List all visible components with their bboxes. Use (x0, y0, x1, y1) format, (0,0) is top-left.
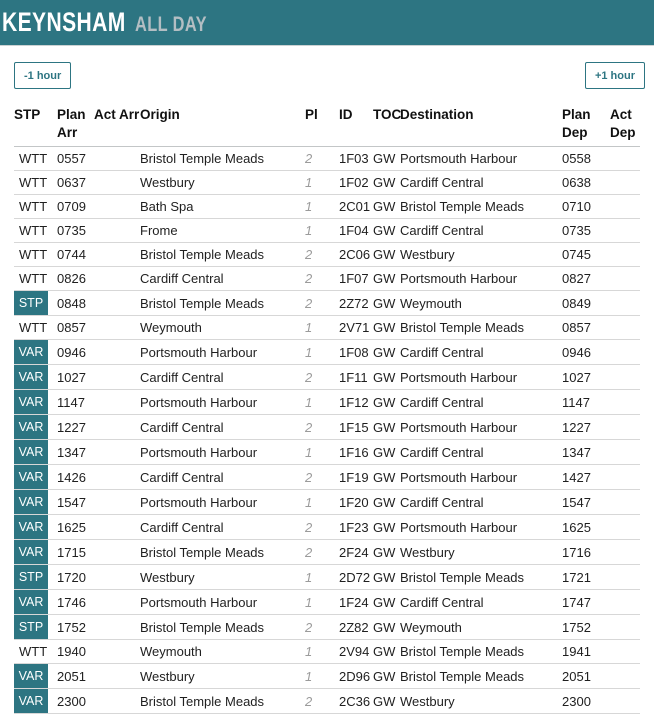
origin-cell: Cardiff Central (140, 365, 305, 390)
stp-cell (14, 440, 57, 465)
origin-cell: Bath Spa (140, 195, 305, 219)
column-header-id: ID (339, 104, 373, 147)
origin-cell: Portsmouth Harbour (140, 590, 305, 615)
column-header-act_dep: Act Dep (610, 104, 640, 147)
stp-cell (14, 171, 57, 195)
departure-board-table (14, 104, 640, 714)
toc-cell: GW (373, 590, 400, 615)
plan-dep-cell: 1227 (562, 415, 610, 440)
plan-dep-cell: 0849 (562, 291, 610, 316)
origin-cell: Bristol Temple Meads (140, 615, 305, 640)
stp-cell (14, 590, 57, 615)
act-arr-cell (94, 171, 140, 195)
act-dep-cell (610, 243, 640, 267)
destination-cell: Cardiff Central (400, 440, 562, 465)
stp-cell (14, 390, 57, 415)
headcode-cell: 1F02 (339, 171, 373, 195)
origin-cell: Portsmouth Harbour (140, 440, 305, 465)
destination-cell: Cardiff Central (400, 219, 562, 243)
origin-cell: Westbury (140, 171, 305, 195)
column-header-act_arr: Act Arr (94, 104, 140, 147)
table-row[interactable] (14, 465, 640, 490)
plan-arr-cell: 2051 (57, 664, 94, 689)
origin-cell: Bristol Temple Meads (140, 689, 305, 714)
headcode-cell: 2V71 (339, 316, 373, 340)
stp-cell (14, 243, 57, 267)
act-arr-cell (94, 267, 140, 291)
destination-cell: Westbury (400, 243, 562, 267)
destination-cell: Portsmouth Harbour (400, 147, 562, 171)
destination-cell: Cardiff Central (400, 490, 562, 515)
platform-cell: 2 (305, 540, 339, 565)
act-arr-cell (94, 195, 140, 219)
column-header-origin: Origin (140, 104, 305, 147)
toc-cell: GW (373, 615, 400, 640)
stp-indicator: VAR (14, 490, 48, 514)
stp-cell (14, 316, 57, 340)
platform-cell: 2 (305, 465, 339, 490)
platform-cell: 1 (305, 171, 339, 195)
headcode-cell: 1F19 (339, 465, 373, 490)
act-arr-cell (94, 340, 140, 365)
origin-cell: Cardiff Central (140, 465, 305, 490)
origin-cell: Cardiff Central (140, 415, 305, 440)
toc-cell: GW (373, 664, 400, 689)
plan-dep-cell: 1427 (562, 465, 610, 490)
plan-dep-cell: 1716 (562, 540, 610, 565)
stp-indicator: VAR (14, 390, 48, 414)
headcode-cell: 1F16 (339, 440, 373, 465)
toc-cell: GW (373, 219, 400, 243)
act-dep-cell (610, 590, 640, 615)
origin-cell: Westbury (140, 565, 305, 590)
headcode-cell: 1F23 (339, 515, 373, 540)
act-arr-cell (94, 243, 140, 267)
toc-cell: GW (373, 415, 400, 440)
origin-cell: Cardiff Central (140, 515, 305, 540)
act-dep-cell (610, 490, 640, 515)
destination-cell: Portsmouth Harbour (400, 515, 562, 540)
plan-dep-cell: 1547 (562, 490, 610, 515)
stp-cell (14, 147, 57, 171)
platform-cell: 1 (305, 316, 339, 340)
act-arr-cell (94, 291, 140, 316)
table-row[interactable] (14, 340, 640, 365)
plan-arr-cell: 1940 (57, 640, 94, 664)
act-arr-cell (94, 415, 140, 440)
prev-hour-button[interactable]: -1 hour (14, 62, 71, 89)
plan-dep-cell: 0857 (562, 316, 610, 340)
act-dep-cell (610, 340, 640, 365)
table-row[interactable] (14, 640, 640, 664)
destination-cell: Westbury (400, 689, 562, 714)
table-row[interactable] (14, 219, 640, 243)
table-row[interactable] (14, 390, 640, 415)
table-header-row (14, 104, 640, 147)
headcode-cell: 2C36 (339, 689, 373, 714)
act-dep-cell (610, 365, 640, 390)
toc-cell: GW (373, 316, 400, 340)
departure-table-body (14, 147, 640, 714)
destination-cell: Cardiff Central (400, 390, 562, 415)
plan-arr-cell: 0857 (57, 316, 94, 340)
platform-cell: 2 (305, 515, 339, 540)
headcode-cell: 2D72 (339, 565, 373, 590)
stp-cell (14, 267, 57, 291)
act-arr-cell (94, 465, 140, 490)
stp-indicator: STP (14, 565, 48, 589)
act-dep-cell (610, 615, 640, 640)
destination-cell: Portsmouth Harbour (400, 415, 562, 440)
platform-cell: 1 (305, 664, 339, 689)
stp-cell (14, 515, 57, 540)
headcode-cell: 1F07 (339, 267, 373, 291)
platform-cell: 2 (305, 415, 339, 440)
toc-cell: GW (373, 515, 400, 540)
platform-cell: 2 (305, 689, 339, 714)
stp-cell (14, 540, 57, 565)
toc-cell: GW (373, 195, 400, 219)
stp-indicator: VAR (14, 664, 48, 688)
stp-cell (14, 365, 57, 390)
column-header-toc: TOC (373, 104, 400, 147)
toc-cell: GW (373, 147, 400, 171)
stp-cell (14, 565, 57, 590)
stp-indicator: VAR (14, 365, 48, 389)
destination-cell: Weymouth (400, 291, 562, 316)
toc-cell: GW (373, 365, 400, 390)
table-row[interactable] (14, 689, 640, 714)
plan-arr-cell: 1547 (57, 490, 94, 515)
act-dep-cell (610, 465, 640, 490)
act-dep-cell (610, 565, 640, 590)
toc-cell: GW (373, 490, 400, 515)
plan-arr-cell: 0637 (57, 171, 94, 195)
table-row[interactable] (14, 565, 640, 590)
act-dep-cell (610, 291, 640, 316)
platform-cell: 1 (305, 440, 339, 465)
origin-cell: Cardiff Central (140, 267, 305, 291)
table-row[interactable] (14, 316, 640, 340)
stp-cell (14, 291, 57, 316)
table-row[interactable] (14, 440, 640, 465)
plan-dep-cell: 0638 (562, 171, 610, 195)
toc-cell: GW (373, 565, 400, 590)
plan-arr-cell: 1625 (57, 515, 94, 540)
act-dep-cell (610, 540, 640, 565)
destination-cell: Cardiff Central (400, 171, 562, 195)
origin-cell: Portsmouth Harbour (140, 490, 305, 515)
act-arr-cell (94, 440, 140, 465)
stp-indicator: VAR (14, 689, 48, 713)
stp-cell (14, 415, 57, 440)
stp-indicator: WTT (19, 199, 48, 214)
act-dep-cell (610, 664, 640, 689)
stp-cell (14, 664, 57, 689)
act-arr-cell (94, 390, 140, 415)
table-row[interactable] (14, 415, 640, 440)
platform-cell: 2 (305, 267, 339, 291)
plan-dep-cell: 1347 (562, 440, 610, 465)
station-name: KEYNSHAM (2, 7, 126, 37)
act-dep-cell (610, 640, 640, 664)
stp-indicator: VAR (14, 590, 48, 614)
destination-cell: Cardiff Central (400, 590, 562, 615)
act-arr-cell (94, 640, 140, 664)
plan-dep-cell: 1027 (562, 365, 610, 390)
table-row[interactable] (14, 267, 640, 291)
platform-cell: 1 (305, 195, 339, 219)
plan-arr-cell: 1715 (57, 540, 94, 565)
plan-dep-cell: 0745 (562, 243, 610, 267)
stp-indicator: WTT (19, 247, 48, 262)
table-row[interactable] (14, 590, 640, 615)
headcode-cell: 2Z82 (339, 615, 373, 640)
plan-arr-cell: 0744 (57, 243, 94, 267)
headcode-cell: 2Z72 (339, 291, 373, 316)
toc-cell: GW (373, 267, 400, 291)
headcode-cell: 2C06 (339, 243, 373, 267)
headcode-cell: 1F03 (339, 147, 373, 171)
act-dep-cell (610, 195, 640, 219)
toc-cell: GW (373, 390, 400, 415)
act-arr-cell (94, 219, 140, 243)
act-arr-cell (94, 515, 140, 540)
act-dep-cell (610, 147, 640, 171)
headcode-cell: 1F20 (339, 490, 373, 515)
stp-cell (14, 640, 57, 664)
origin-cell: Bristol Temple Meads (140, 291, 305, 316)
column-header-destination: Destination (400, 104, 562, 147)
plan-dep-cell: 1147 (562, 390, 610, 415)
act-dep-cell (610, 171, 640, 195)
stp-indicator: WTT (19, 151, 48, 166)
table-row[interactable] (14, 490, 640, 515)
origin-cell: Bristol Temple Meads (140, 540, 305, 565)
origin-cell: Frome (140, 219, 305, 243)
plan-dep-cell: 0735 (562, 219, 610, 243)
stp-cell (14, 490, 57, 515)
page-title (2, 7, 207, 38)
plan-dep-cell: 1721 (562, 565, 610, 590)
table-row[interactable] (14, 195, 640, 219)
toc-cell: GW (373, 640, 400, 664)
toc-cell: GW (373, 340, 400, 365)
stp-indicator: VAR (14, 540, 48, 564)
act-arr-cell (94, 689, 140, 714)
platform-cell: 1 (305, 340, 339, 365)
stp-cell (14, 219, 57, 243)
plan-dep-cell: 0946 (562, 340, 610, 365)
act-arr-cell (94, 540, 140, 565)
platform-cell: 2 (305, 291, 339, 316)
plan-arr-cell: 2300 (57, 689, 94, 714)
headcode-cell: 2V94 (339, 640, 373, 664)
platform-cell: 1 (305, 565, 339, 590)
stp-indicator: VAR (14, 415, 48, 439)
origin-cell: Weymouth (140, 316, 305, 340)
platform-cell: 1 (305, 219, 339, 243)
stp-indicator: STP (14, 615, 48, 639)
stp-cell (14, 195, 57, 219)
table-row[interactable] (14, 171, 640, 195)
table-row[interactable] (14, 515, 640, 540)
act-arr-cell (94, 316, 140, 340)
stp-cell (14, 689, 57, 714)
act-dep-cell (610, 316, 640, 340)
plan-arr-cell: 1746 (57, 590, 94, 615)
destination-cell: Bristol Temple Meads (400, 664, 562, 689)
stp-indicator: WTT (19, 223, 48, 238)
toc-cell: GW (373, 171, 400, 195)
toc-cell: GW (373, 243, 400, 267)
act-arr-cell (94, 590, 140, 615)
headcode-cell: 2F24 (339, 540, 373, 565)
headcode-cell: 2D96 (339, 664, 373, 689)
origin-cell: Bristol Temple Meads (140, 147, 305, 171)
headcode-cell: 1F15 (339, 415, 373, 440)
act-arr-cell (94, 147, 140, 171)
stp-indicator: WTT (19, 644, 48, 659)
platform-cell: 2 (305, 615, 339, 640)
toc-cell: GW (373, 689, 400, 714)
origin-cell: Westbury (140, 664, 305, 689)
headcode-cell: 1F08 (339, 340, 373, 365)
act-dep-cell (610, 219, 640, 243)
table-row[interactable] (14, 291, 640, 316)
table-row[interactable] (14, 243, 640, 267)
act-arr-cell (94, 365, 140, 390)
plan-arr-cell: 1426 (57, 465, 94, 490)
table-row[interactable] (14, 615, 640, 640)
plan-dep-cell: 0827 (562, 267, 610, 291)
destination-cell: Bristol Temple Meads (400, 640, 562, 664)
column-header-plan_dep: Plan Dep (562, 104, 610, 147)
stp-indicator: VAR (14, 440, 48, 464)
plan-arr-cell: 1227 (57, 415, 94, 440)
plan-arr-cell: 1752 (57, 615, 94, 640)
headcode-cell: 1F12 (339, 390, 373, 415)
platform-cell: 1 (305, 390, 339, 415)
act-dep-cell (610, 515, 640, 540)
plan-arr-cell: 0826 (57, 267, 94, 291)
plan-arr-cell: 1347 (57, 440, 94, 465)
destination-cell: Bristol Temple Meads (400, 316, 562, 340)
toc-cell: GW (373, 540, 400, 565)
top-bar (0, 0, 654, 46)
column-header-pl: Pl (305, 104, 339, 147)
destination-cell: Portsmouth Harbour (400, 465, 562, 490)
column-header-stp: STP (14, 104, 57, 147)
act-dep-cell (610, 689, 640, 714)
plan-dep-cell: 1747 (562, 590, 610, 615)
stp-indicator: VAR (14, 465, 48, 489)
column-header-plan_arr: Plan Arr (57, 104, 94, 147)
destination-cell: Weymouth (400, 615, 562, 640)
headcode-cell: 2C01 (339, 195, 373, 219)
toc-cell: GW (373, 291, 400, 316)
destination-cell: Cardiff Central (400, 340, 562, 365)
plan-dep-cell: 1941 (562, 640, 610, 664)
origin-cell: Portsmouth Harbour (140, 340, 305, 365)
headcode-cell: 1F11 (339, 365, 373, 390)
act-dep-cell (610, 440, 640, 465)
plan-dep-cell: 2300 (562, 689, 610, 714)
act-dep-cell (610, 415, 640, 440)
act-arr-cell (94, 664, 140, 689)
toc-cell: GW (373, 440, 400, 465)
plan-dep-cell: 1625 (562, 515, 610, 540)
act-arr-cell (94, 565, 140, 590)
plan-arr-cell: 0946 (57, 340, 94, 365)
act-dep-cell (610, 390, 640, 415)
plan-arr-cell: 1027 (57, 365, 94, 390)
platform-cell: 2 (305, 243, 339, 267)
plan-arr-cell: 0709 (57, 195, 94, 219)
stp-cell (14, 465, 57, 490)
destination-cell: Westbury (400, 540, 562, 565)
act-arr-cell (94, 615, 140, 640)
plan-arr-cell: 0557 (57, 147, 94, 171)
table-row[interactable] (14, 540, 640, 565)
headcode-cell: 1F24 (339, 590, 373, 615)
platform-cell: 2 (305, 365, 339, 390)
platform-cell: 1 (305, 640, 339, 664)
platform-cell: 2 (305, 147, 339, 171)
act-arr-cell (94, 490, 140, 515)
plan-dep-cell: 1752 (562, 615, 610, 640)
origin-cell: Bristol Temple Meads (140, 243, 305, 267)
toc-cell: GW (373, 465, 400, 490)
stp-indicator: STP (14, 291, 48, 315)
plan-arr-cell: 0848 (57, 291, 94, 316)
plan-arr-cell: 0735 (57, 219, 94, 243)
stp-cell (14, 615, 57, 640)
stp-indicator: WTT (19, 320, 48, 335)
table-row[interactable] (14, 664, 640, 689)
plan-arr-cell: 1720 (57, 565, 94, 590)
platform-cell: 1 (305, 590, 339, 615)
platform-cell: 1 (305, 490, 339, 515)
next-hour-button[interactable]: +1 hour (585, 62, 645, 89)
plan-dep-cell: 2051 (562, 664, 610, 689)
plan-arr-cell: 1147 (57, 390, 94, 415)
origin-cell: Weymouth (140, 640, 305, 664)
stp-indicator: WTT (19, 271, 48, 286)
stp-indicator: VAR (14, 515, 48, 539)
plan-dep-cell: 0710 (562, 195, 610, 219)
hour-controls (0, 46, 654, 89)
destination-cell: Portsmouth Harbour (400, 365, 562, 390)
stp-indicator: WTT (19, 175, 48, 190)
destination-cell: Portsmouth Harbour (400, 267, 562, 291)
plan-dep-cell: 0558 (562, 147, 610, 171)
destination-cell: Bristol Temple Meads (400, 565, 562, 590)
time-scope-label: ALL DAY (135, 13, 207, 36)
act-dep-cell (610, 267, 640, 291)
destination-cell: Bristol Temple Meads (400, 195, 562, 219)
stp-indicator: VAR (14, 340, 48, 364)
table-row[interactable] (14, 365, 640, 390)
stp-cell (14, 340, 57, 365)
origin-cell: Portsmouth Harbour (140, 390, 305, 415)
headcode-cell: 1F04 (339, 219, 373, 243)
table-row[interactable] (14, 147, 640, 171)
